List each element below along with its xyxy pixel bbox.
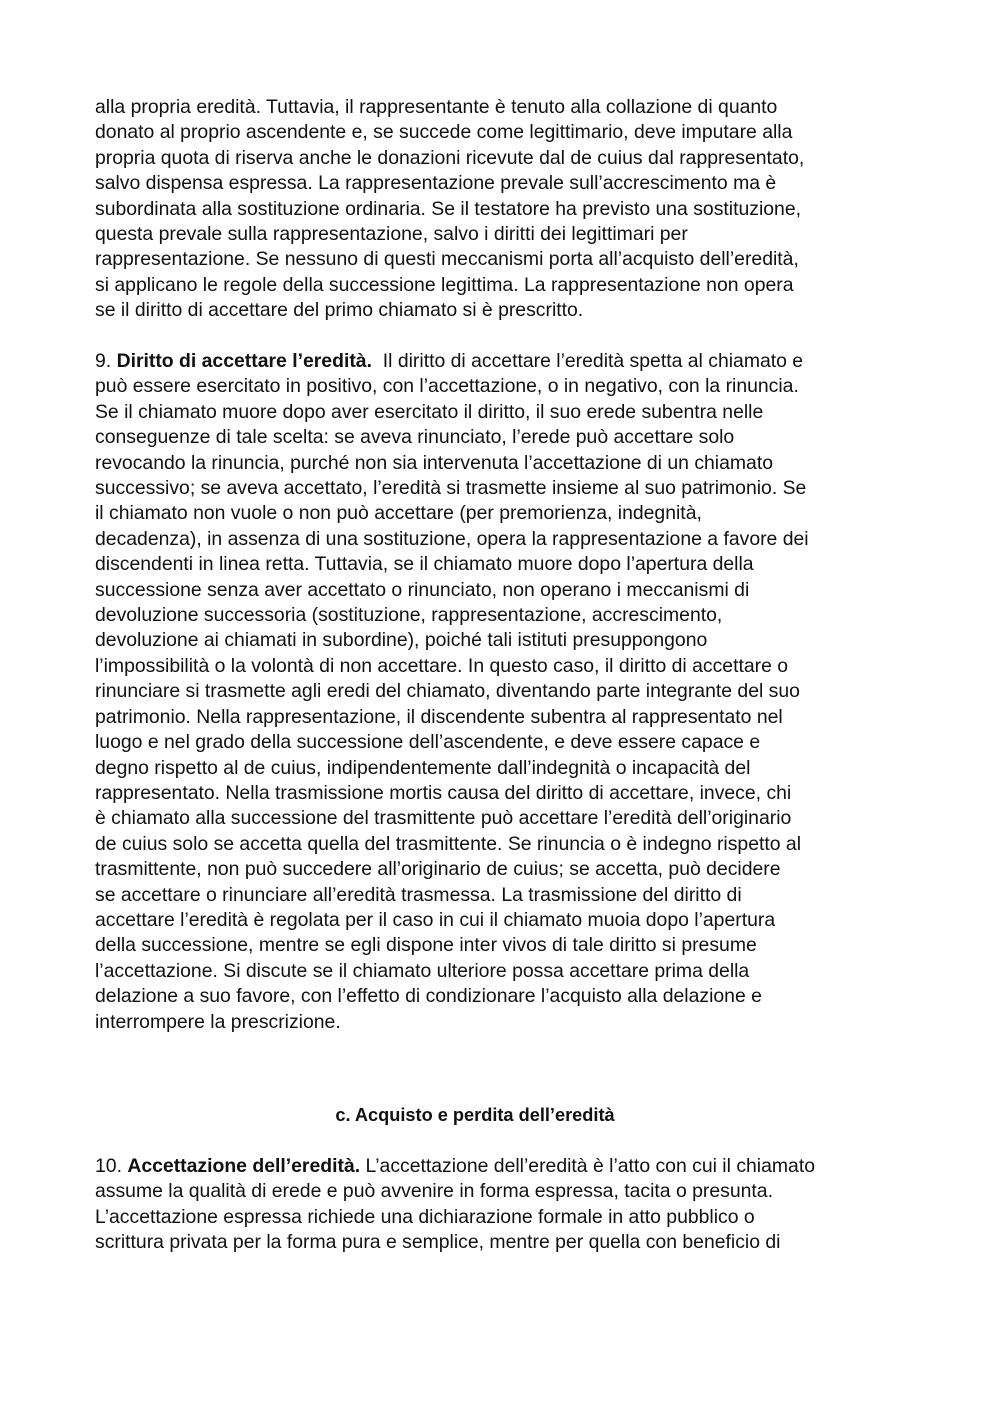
text-line: trasmittente, non può succedere all’originario de cuius; se accetta, può decidere (95, 858, 781, 881)
text-line: luogo e nel grado della successione dell’ascendente, e deve essere capace e (95, 731, 761, 754)
text-line: questa prevale sulla rappresentazione, salvo i diritti dei legittimari per (95, 223, 688, 246)
paragraph-heading: Accettazione dell’eredità. (127, 1155, 361, 1177)
text-line: decadenza), in assenza di una sostituzione, opera la rappresentazione a favore dei (95, 527, 809, 550)
text-line: conseguenze di tale scelta: se aveva rinunciato, l’erede può accettare solo (95, 426, 735, 449)
text-line: Se il chiamato muore dopo aver esercitato il diritto, il suo erede subentra nelle (95, 400, 764, 423)
section-heading: c. Acquisto e perdita dell’eredità (335, 1105, 615, 1125)
text-line: subordinata alla sostituzione ordinaria. Se il testatore ha previsto una sostituzione, (95, 197, 802, 220)
text-line: rappresentato. Nella trasmissione mortis causa del diritto di accettare, invece, chi (95, 781, 792, 804)
text-line: rappresentazione. Se nessuno di questi meccanismi porta all’acquisto dell’eredità, (95, 248, 799, 271)
paragraph-first-line (95, 1154, 915, 1179)
text-line: devoluzione successoria (sostituzione, rappresentazione, accrescimento, (95, 604, 723, 627)
text-line: degno rispetto al de cuius, indipendentemente dall’indegnità o incapacità del (95, 756, 751, 779)
text-line: successione senza aver accettato o rinunciato, non operano i meccanismi di (95, 578, 750, 601)
text-line: delazione a suo favore, con l’effetto di condizionare l’acquisto alla delazione e (95, 985, 762, 1008)
paragraph-first-line (95, 349, 915, 374)
text-line: l’impossibilità o la volontà di non accettare. In questo caso, il diritto di accettare o (95, 654, 789, 677)
text-line: de cuius solo se accetta quella del trasmittente. Se rinuncia o è indegno rispetto al (95, 832, 802, 855)
text-line: è chiamato alla successione del trasmittente può accettare l’eredità dell’originario (95, 807, 792, 830)
text-line: assume la qualità di erede e può avvenire in forma espressa, tacita o presunta. (95, 1180, 773, 1203)
text-line: accettare l’eredità è regolata per il caso in cui il chiamato muoia dopo l’apertura (95, 908, 776, 931)
text-line: interrompere la prescrizione. (95, 1010, 341, 1033)
paragraph-right-to-accept (95, 349, 915, 1035)
text-line: l’accettazione. Si discute se il chiamato ulteriore possa accettare prima della (95, 959, 750, 982)
text-line: il chiamato non vuole o non può accettare (per premorienza, indegnità, (95, 502, 702, 525)
text-line: della successione, mentre se egli dispone inter vivos di tale diritto si presume (95, 934, 757, 957)
text-line: L’accettazione espressa richiede una dichiarazione formale in atto pubblico o (95, 1205, 755, 1228)
text-line: discendenti in linea retta. Tuttavia, se il chiamato muore dopo l’apertura della (95, 553, 754, 576)
paragraph-number: 10. (95, 1155, 122, 1177)
paragraph-acceptance (95, 1154, 915, 1256)
text-line: propria quota di riserva anche le donazioni ricevute dal de cuius dal rappresentato, (95, 146, 805, 169)
text-line: può essere esercitato in positivo, con l’accettazione, o in negativo, con la rinuncia. (95, 375, 799, 398)
text-line: successivo; se aveva accettato, l’eredità si trasmette insieme al suo patrimonio. Se (95, 477, 807, 500)
paragraph-heading: Diritto di accettare l’eredità. (116, 350, 372, 372)
text-line: devoluzione ai chiamati in subordine), poiché tali istituti presuppongono (95, 629, 708, 652)
text-line: si applicano le regole della successione legittima. La rappresentazione non opera (95, 273, 794, 296)
text-line: alla propria eredità. Tuttavia, il rappresentante è tenuto alla collazione di quanto (95, 96, 778, 118)
text-line: Il diritto di accettare l’eredità spetta al chiamato e (382, 350, 804, 372)
paragraph-number: 9. (95, 350, 112, 372)
text-line: L’accettazione dell’eredità è l’atto con cui il chiamato (365, 1155, 815, 1177)
text-line: scrittura privata per la forma pura e semplice, mentre per quella con beneficio di (95, 1231, 781, 1254)
text-line: rinunciare si trasmette agli eredi del chiamato, diventando parte integrante del suo (95, 680, 800, 703)
text-line: patrimonio. Nella rappresentazione, il discendente subentra al rappresentato nel (95, 705, 783, 728)
text-line: se accettare o rinunciare all’eredità trasmessa. La trasmissione del diritto di (95, 883, 742, 906)
text-line: revocando la rinuncia, purché non sia intervenuta l’accettazione di un chiamato (95, 451, 774, 474)
text-line: donato al proprio ascendente e, se succede come legittimario, deve imputare alla (95, 121, 793, 144)
text-line: salvo dispensa espressa. La rappresentazione prevale sull’accrescimento ma è (95, 172, 777, 195)
text-line: se il diritto di accettare del primo chiamato si è prescritto. (95, 299, 584, 322)
paragraph-representation (95, 95, 915, 324)
